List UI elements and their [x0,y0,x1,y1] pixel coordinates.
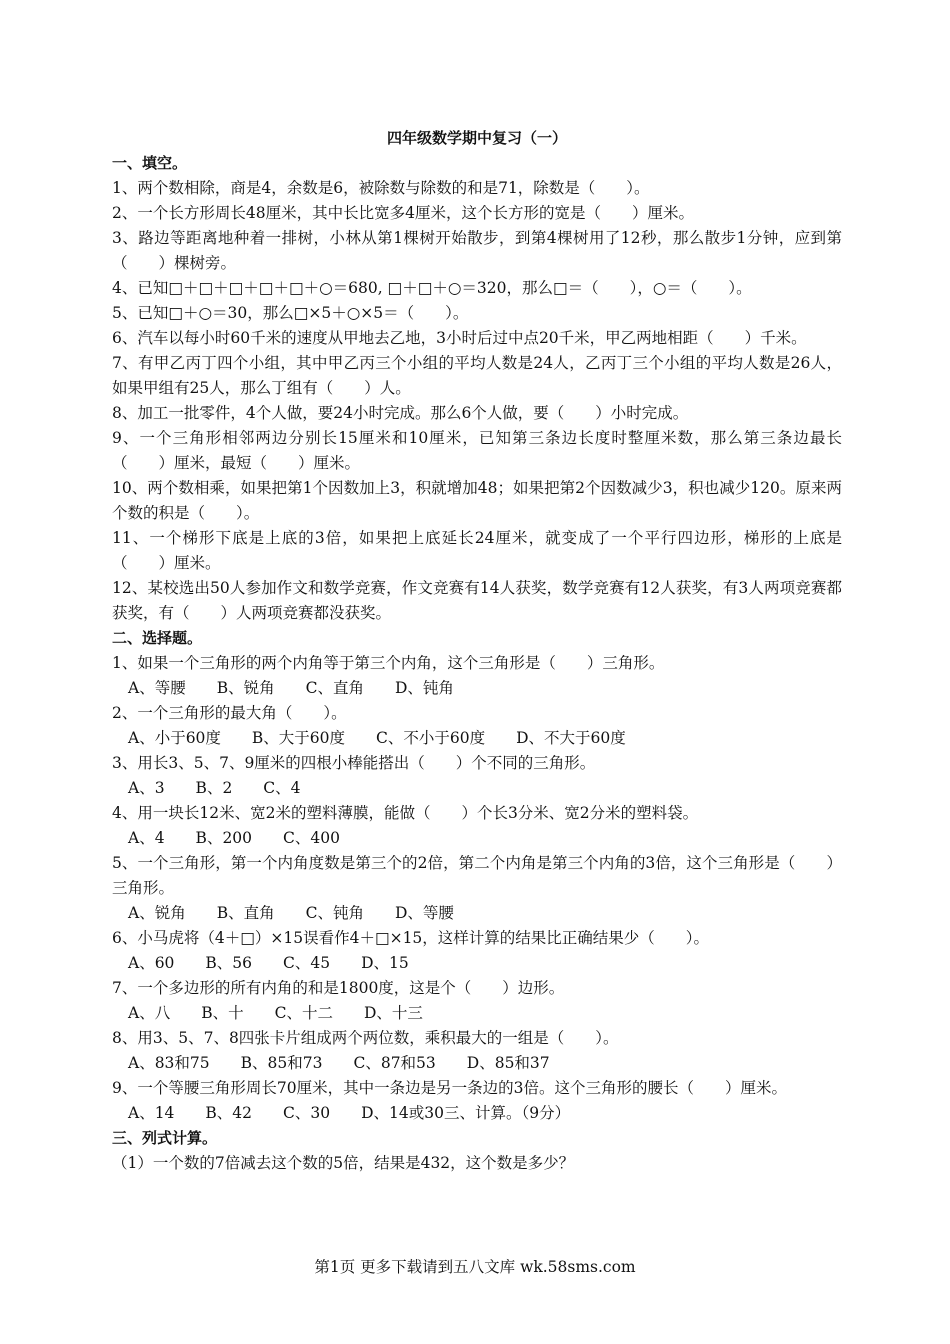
fill-question-1: 1、两个数相除，商是4，余数是6，被除数与除数的和是71，除数是（ ）。 [112,179,650,197]
choice-question-2: 2、一个三角形的最大角（ ）。 [112,704,347,722]
choice-question-1: 1、如果一个三角形的两个内角等于第三个内角，这个三角形是（ ）三角形。 [112,654,665,672]
fill-question-11: 11、一个梯形下底是上底的3倍，如果把上底延长24厘米，就变成了一个平行四边形，梯形的上底是（ ）厘米。 [112,529,842,572]
fill-question-12: 12、某校选出50人参加作文和数学竞赛，作文竞赛有14人获奖，数学竞赛有12人获奖，有3人两项竞赛都获奖，有（ ）人两项竞赛都没获奖。 [112,579,842,622]
choice-options-5: A、锐角 B、直角 C、钝角 D、等腰 [128,904,454,922]
choice-question-9: 9、一个等腰三角形周长70厘米，其中一条边是另一条边的3倍。这个三角形的腰长（ ）厘米。 [112,1079,787,1097]
choice-question-8: 8、用3、5、7、8四张卡片组成两个两位数，乘积最大的一组是（ ）。 [112,1029,619,1047]
document-page [112,126,842,1176]
fill-question-4: 4、已知□＋□＋□＋□＋□＋○＝680, □＋□＋○＝320，那么□＝（ ），○＝（ ）。 [112,279,752,297]
choice-options-3: A、3 B、2 C、4 [128,779,301,797]
document-title: 四年级数学期中复习（一） [386,129,567,147]
choice-question-4: 4、用一块长12米、宽2米的塑料薄膜，能做（ ）个长3分米、宽2分米的塑料袋。 [112,804,699,822]
choice-options-8: A、83和75 B、85和73 C、87和53 D、85和37 [128,1054,550,1072]
choice-options-2: A、小于60度 B、大于60度 C、不小于60度 D、不大于60度 [128,729,626,747]
fill-question-5: 5、已知□＋○＝30，那么□×5＋○×5＝（ ）。 [112,304,469,322]
choice-question-7: 7、一个多边形的所有内角的和是1800度，这是个（ ）边形。 [112,979,565,997]
section-heading-choice: 二、选择题。 [112,629,203,647]
calc-question-1: （1）一个数的7倍减去这个数的5倍，结果是432，这个数是多少？ [112,1154,575,1172]
fill-question-10: 10、两个数相乘，如果把第1个因数加上3，积就增加48；如果把第2个因数减少3，积也减少120。原来两个数的积是（ ）。 [112,479,842,522]
fill-question-9: 9、一个三角形相邻两边分别长15厘米和10厘米，已知第三条边长度时整厘米数，那么第三条边最长（ ）厘米，最短（ ）厘米。 [112,429,842,472]
choice-options-6: A、60 B、56 C、45 D、15 [128,954,409,972]
choice-question-3: 3、用长3、5、7、9厘米的四根小棒能搭出（ ）个不同的三角形。 [112,754,596,772]
section-heading-fill: 一、填空。 [112,154,188,172]
fill-question-6: 6、汽车以每小时60千米的速度从甲地去乙地，3小时后过中点20千米，甲乙两地相距（ ）千米。 [112,329,807,347]
fill-question-2: 2、一个长方形周长48厘米，其中长比宽多4厘米，这个长方形的宽是（ ）厘米。 [112,204,694,222]
section-heading-calc: 三、列式计算。 [112,1129,218,1147]
choice-options-7: A、八 B、十 C、十二 D、十三 [128,1004,423,1022]
fill-question-8: 8、加工一批零件，4个人做，要24小时完成。那么6个人做，要（ ）小时完成。 [112,404,689,422]
choice-options-9: A、14 B、42 C、30 D、14或30三、计算。（9分） [128,1104,571,1122]
fill-question-7: 7、有甲乙丙丁四个小组，其中甲乙丙三个小组的平均人数是24人，乙丙丁三个小组的平均人数是26人，如果甲组有25人，那么丁组有（ ）人。 [112,354,842,397]
choice-options-1: A、等腰 B、锐角 C、直角 D、钝角 [128,679,454,697]
choice-question-5: 5、一个三角形，第一个内角度数是第三个的2倍，第二个内角是第三个内角的3倍，这个三角形是（ ）三角形。 [112,854,842,897]
page-footer: 第1页 更多下载请到五八文库 wk.58sms.com [314,1258,636,1276]
choice-options-4: A、4 B、200 C、400 [128,829,340,847]
fill-question-3: 3、路边等距离地种着一排树，小林从第1棵树开始散步，到第4棵树用了12秒，那么散步1分钟，应到第（ ）棵树旁。 [112,229,842,272]
choice-question-6: 6、小马虎将（4＋□）×15误看作4＋□×15，这样计算的结果比正确结果少（ ）。 [112,929,710,947]
